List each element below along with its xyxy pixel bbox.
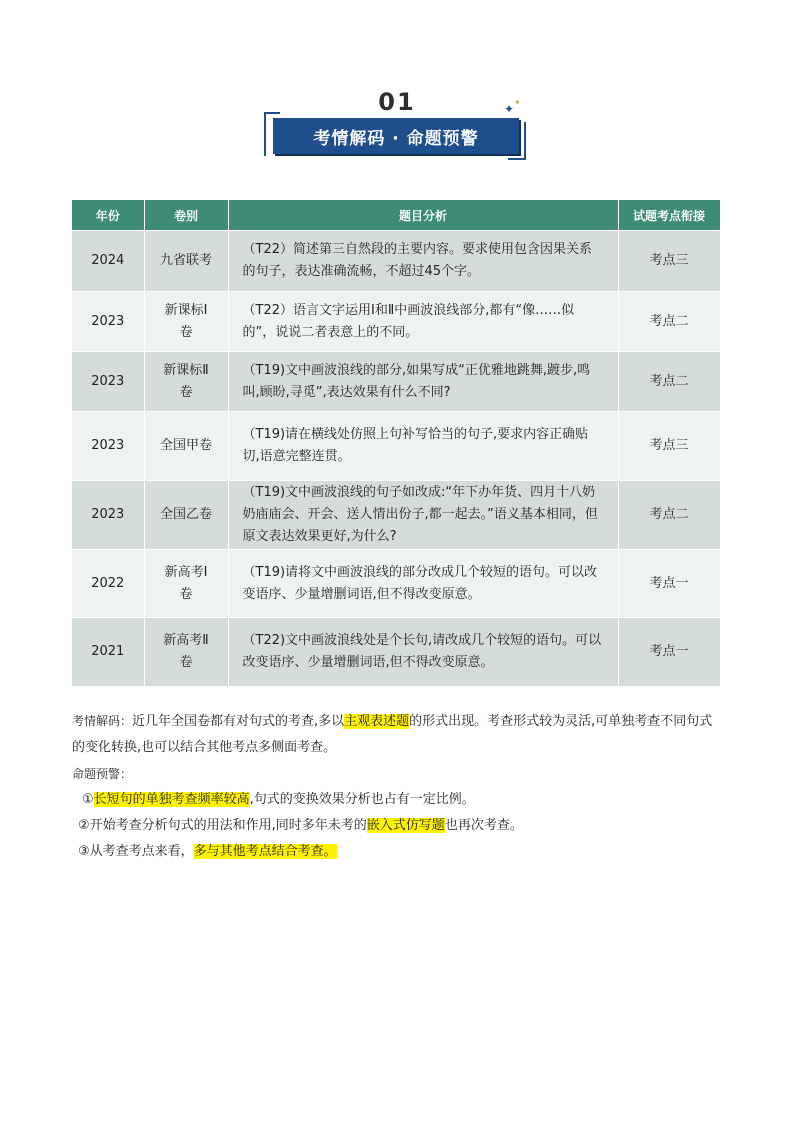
cell-point: 考点三: [618, 412, 720, 481]
section-number: 01: [378, 88, 416, 116]
cell-analysis: （T22）简述第三自然段的主要内容。要求使用包含因果关系的句子，表达准确流畅，不超过45个字。: [228, 231, 618, 292]
header-paper: 卷别: [144, 200, 228, 231]
header-analysis: 题目分析: [228, 200, 618, 231]
cell-paper: 新高考Ⅱ卷: [144, 618, 228, 686]
cell-point: 考点三: [618, 231, 720, 292]
warning-item-2: [72, 813, 722, 839]
warning-item-2-text-2: 也再次考查。: [444, 818, 523, 833]
warning-item-3-text: ③从考查考点来看，: [78, 844, 194, 859]
cell-point: 考点二: [618, 352, 720, 412]
cell-year: 2023: [72, 412, 144, 481]
cell-year: 2021: [72, 618, 144, 686]
table-row: [72, 292, 720, 352]
warning-item-3-highlight: 多与其他考点结合考查。: [193, 844, 337, 859]
warning-item-1-highlight: 长短句的单独考查频率较高: [93, 792, 250, 807]
sparkle-icon: ✦: [504, 102, 515, 116]
warning-item-2-highlight: 嵌入式仿写题: [366, 818, 445, 833]
table-row: [72, 481, 720, 550]
cell-year: 2023: [72, 352, 144, 412]
decode-highlight: 主观表述题: [344, 714, 410, 729]
cell-point: 考点一: [618, 618, 720, 686]
cell-paper: 全国乙卷: [144, 481, 228, 550]
cell-analysis: （T19)请在横线处仿照上句补写恰当的句子,要求内容正确贴切,语意完整连贯。: [228, 412, 618, 481]
section-title-banner: 考情解码 · 命题预警: [273, 118, 519, 154]
cell-year: 2023: [72, 481, 144, 550]
warning-item-3: [72, 839, 722, 865]
sparkle-small-icon: ✦: [514, 98, 521, 107]
cell-paper: 新课标Ⅱ卷: [144, 352, 228, 412]
cell-analysis: （T22）语言文字运用Ⅰ和Ⅱ中画波浪线部分,都有“像……似的”，说说二者表意上的不同。: [228, 292, 618, 352]
table-row: [72, 231, 720, 292]
table-header-row: [72, 200, 720, 231]
exam-analysis-table: [72, 200, 721, 686]
cell-analysis: （T19)文中画波浪线的部分,如果写成“正优雅地跳舞,踱步,鸣叫,顾盼,寻觅”,表达效果有什么不同?: [228, 352, 618, 412]
table-row: [72, 618, 720, 686]
decode-label: 考情解码：: [72, 714, 133, 728]
warning-item-1-num: ①: [82, 792, 94, 807]
warning-item-1: [72, 787, 722, 813]
cell-analysis: （T19)请将文中画波浪线的部分改成几个较短的语句。可以改变语序、少量增删词语,但不得改变原意。: [228, 550, 618, 618]
cell-year: 2023: [72, 292, 144, 352]
warning-item-2-text: ②开始考查分析句式的用法和作用,同时多年未考的: [78, 818, 367, 833]
warning-item-1-text: ,句式的变换效果分析也占有一定比例。: [249, 792, 475, 807]
table-row: [72, 352, 720, 412]
cell-point: 考点二: [618, 292, 720, 352]
cell-analysis: （T19)文中画波浪线的句子如改成:“年下办年货、四月十八奶奶庙庙会、开会、送人情出份子,都一起去。”语义基本相同，但原文表达效果更好,为什么?: [228, 481, 618, 550]
cell-paper: 全国甲卷: [144, 412, 228, 481]
cell-paper: 九省联考: [144, 231, 228, 292]
decode-text-1: 近几年全国卷都有对句式的考查,多以: [132, 714, 345, 729]
table-row: [72, 550, 720, 618]
header-point: 试题考点衔接: [618, 200, 720, 231]
commentary-section: [72, 708, 722, 865]
table-row: [72, 412, 720, 481]
cell-paper: 新高考Ⅰ卷: [144, 550, 228, 618]
cell-analysis: （T22)文中画波浪线处是个长句,请改成几个较短的语句。可以改变语序、少量增删词语,但不得改变原意。: [228, 618, 618, 686]
decode-paragraph: [72, 708, 722, 761]
cell-point: 考点一: [618, 550, 720, 618]
cell-year: 2022: [72, 550, 144, 618]
cell-year: 2024: [72, 231, 144, 292]
cell-point: 考点二: [618, 481, 720, 550]
decode-text-2: 的形式出现。考查形式较为灵活,可单独考查不同句式的变化转换,也可以结合其他考点多侧面考查。: [72, 714, 713, 755]
warning-label: 命题预警：: [72, 767, 133, 781]
cell-paper: 新课标Ⅰ卷: [144, 292, 228, 352]
header-year: 年份: [72, 200, 144, 231]
